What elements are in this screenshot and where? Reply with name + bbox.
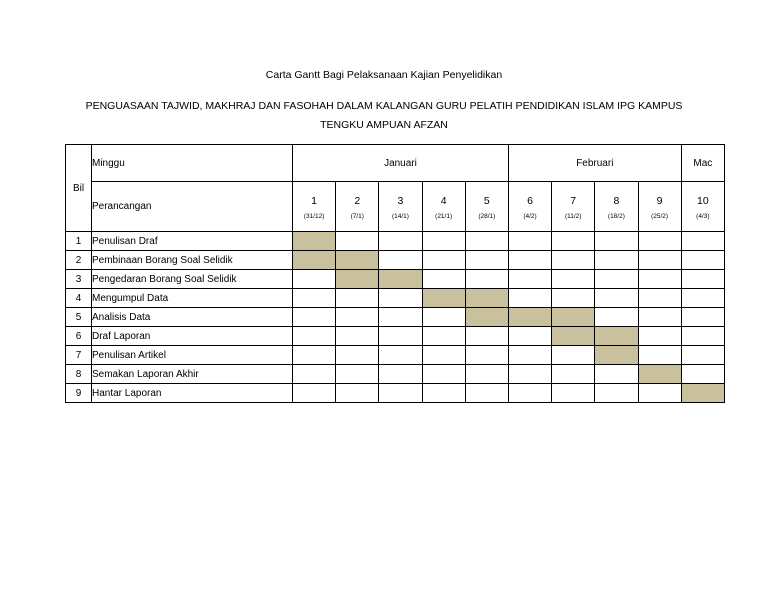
gantt-empty-cell: [379, 365, 422, 384]
week-number: 5: [483, 195, 490, 207]
gantt-empty-cell: [293, 270, 336, 289]
gantt-empty-cell: [293, 327, 336, 346]
gantt-bar-cell: [465, 289, 508, 308]
gantt-empty-cell: [293, 308, 336, 327]
gantt-empty-cell: [552, 270, 595, 289]
gantt-empty-cell: [379, 346, 422, 365]
week-date: (4/3): [696, 213, 710, 220]
table-row: [66, 270, 725, 289]
gantt-bar-cell: [552, 327, 595, 346]
gantt-empty-cell: [681, 308, 724, 327]
gantt-empty-cell: [681, 232, 724, 251]
gantt-empty-cell: [336, 308, 379, 327]
task-number: 9: [66, 384, 92, 403]
gantt-empty-cell: [508, 327, 551, 346]
task-name: Penulisan Draf: [92, 232, 293, 251]
task-name: Hantar Laporan: [92, 384, 293, 403]
gantt-empty-cell: [422, 365, 465, 384]
gantt-empty-cell: [336, 327, 379, 346]
week-number: 9: [656, 195, 663, 207]
week-date: (21/1): [435, 213, 453, 220]
gantt-empty-cell: [293, 289, 336, 308]
month-header-row: [66, 145, 725, 182]
gantt-empty-cell: [379, 384, 422, 403]
gantt-empty-cell: [681, 365, 724, 384]
gantt-empty-cell: [422, 232, 465, 251]
week-header-3: [379, 182, 422, 232]
gantt-empty-cell: [465, 251, 508, 270]
task-name: Analisis Data: [92, 308, 293, 327]
week-header-5: [465, 182, 508, 232]
gantt-empty-cell: [293, 346, 336, 365]
week-number: 4: [440, 195, 447, 207]
gantt-empty-cell: [465, 365, 508, 384]
gantt-empty-cell: [465, 327, 508, 346]
week-number: 8: [613, 195, 620, 207]
gantt-empty-cell: [508, 365, 551, 384]
gantt-empty-cell: [681, 251, 724, 270]
gantt-empty-cell: [681, 327, 724, 346]
task-number: 4: [66, 289, 92, 308]
gantt-empty-cell: [638, 384, 681, 403]
table-row: [66, 289, 725, 308]
gantt-empty-cell: [638, 270, 681, 289]
month-header-januari: Januari: [293, 145, 509, 182]
week-header-6: [508, 182, 551, 232]
week-number: 10: [697, 195, 709, 207]
week-header-9: [638, 182, 681, 232]
task-number: 3: [66, 270, 92, 289]
week-header-row: [66, 182, 725, 232]
gantt-empty-cell: [552, 289, 595, 308]
document-title: Carta Gantt Bagi Pelaksanaan Kajian Penyelidikan: [265, 69, 503, 81]
week-date: (14/1): [391, 213, 409, 220]
subtitle-line-1: PENGUASAAN TAJWID, MAKHRAJ DAN FASOHAH DALAM KALANGAN GURU PELATIH PENDIDIKAN ISLAM IPG KAMPUS: [85, 100, 683, 112]
month-header-februari: Februari: [508, 145, 681, 182]
table-row: [66, 346, 725, 365]
table-row: [66, 232, 725, 251]
gantt-empty-cell: [422, 308, 465, 327]
week-date: (18/2): [607, 213, 625, 220]
gantt-empty-cell: [336, 232, 379, 251]
gantt-empty-cell: [595, 308, 638, 327]
gantt-empty-cell: [638, 289, 681, 308]
gantt-bar-cell: [336, 251, 379, 270]
gantt-empty-cell: [336, 346, 379, 365]
gantt-empty-cell: [508, 251, 551, 270]
gantt-bar-cell: [465, 308, 508, 327]
gantt-empty-cell: [336, 289, 379, 308]
gantt-empty-cell: [465, 384, 508, 403]
gantt-empty-cell: [681, 270, 724, 289]
week-date: (25/2): [651, 213, 669, 220]
gantt-empty-cell: [552, 346, 595, 365]
gantt-empty-cell: [638, 327, 681, 346]
gantt-empty-cell: [379, 327, 422, 346]
table-row: [66, 365, 725, 384]
gantt-empty-cell: [638, 346, 681, 365]
gantt-table: [65, 144, 725, 403]
gantt-empty-cell: [422, 384, 465, 403]
gantt-empty-cell: [638, 232, 681, 251]
week-number: 1: [311, 195, 318, 207]
gantt-empty-cell: [595, 289, 638, 308]
gantt-empty-cell: [379, 232, 422, 251]
task-name: Semakan Laporan Akhir: [92, 365, 293, 384]
gantt-empty-cell: [508, 289, 551, 308]
gantt-bar-cell: [293, 251, 336, 270]
week-number: 6: [527, 195, 533, 207]
gantt-empty-cell: [293, 384, 336, 403]
gantt-empty-cell: [595, 251, 638, 270]
task-name: Penulisan Artikel: [92, 346, 293, 365]
task-name: Draf Laporan: [92, 327, 293, 346]
week-number: 3: [397, 195, 404, 207]
task-number: 6: [66, 327, 92, 346]
week-date: (31/12): [303, 213, 325, 220]
week-header-7: [552, 182, 595, 232]
task-number: 5: [66, 308, 92, 327]
gantt-empty-cell: [336, 384, 379, 403]
gantt-empty-cell: [595, 270, 638, 289]
gantt-empty-cell: [552, 365, 595, 384]
gantt-empty-cell: [465, 270, 508, 289]
task-number: 2: [66, 251, 92, 270]
gantt-empty-cell: [422, 327, 465, 346]
subtitle-line-2: TENGKU AMPUAN AFZAN: [320, 119, 448, 131]
gantt-bar-cell: [595, 346, 638, 365]
gantt-empty-cell: [552, 384, 595, 403]
gantt-empty-cell: [681, 346, 724, 365]
gantt-empty-cell: [379, 289, 422, 308]
task-name: Mengumpul Data: [92, 289, 293, 308]
gantt-empty-cell: [465, 346, 508, 365]
week-header-2: [336, 182, 379, 232]
week-date: (7/1): [350, 213, 364, 220]
table-row: [66, 327, 725, 346]
gantt-empty-cell: [595, 365, 638, 384]
gantt-empty-cell: [336, 365, 379, 384]
gantt-empty-cell: [552, 232, 595, 251]
gantt-empty-cell: [293, 365, 336, 384]
gantt-empty-cell: [508, 384, 551, 403]
table-row: [66, 384, 725, 403]
gantt-empty-cell: [508, 346, 551, 365]
gantt-empty-cell: [595, 232, 638, 251]
week-header-10: [681, 182, 724, 232]
gantt-empty-cell: [638, 308, 681, 327]
gantt-empty-cell: [379, 308, 422, 327]
bil-header: Bil: [66, 145, 92, 232]
gantt-bar-cell: [681, 384, 724, 403]
gantt-bar-cell: [508, 308, 551, 327]
week-number: 7: [570, 195, 577, 207]
minggu-header: Minggu: [92, 145, 293, 182]
week-date: (4/2): [523, 213, 537, 220]
table-row: [66, 251, 725, 270]
month-header-mac: Mac: [681, 145, 724, 182]
week-date: (11/2): [564, 213, 582, 220]
gantt-empty-cell: [638, 251, 681, 270]
gantt-empty-cell: [422, 346, 465, 365]
task-name: Pembinaan Borang Soal Selidik: [92, 251, 293, 270]
gantt-bar-cell: [379, 270, 422, 289]
week-date: (28/1): [478, 213, 496, 220]
task-name: Pengedaran Borang Soal Selidik: [92, 270, 293, 289]
week-number: 2: [354, 195, 361, 207]
gantt-bar-cell: [336, 270, 379, 289]
perancangan-header: Perancangan: [92, 182, 293, 232]
gantt-empty-cell: [465, 232, 508, 251]
gantt-empty-cell: [379, 251, 422, 270]
gantt-empty-cell: [552, 251, 595, 270]
gantt-empty-cell: [508, 270, 551, 289]
gantt-bar-cell: [595, 327, 638, 346]
gantt-bar-cell: [638, 365, 681, 384]
gantt-bar-cell: [552, 308, 595, 327]
gantt-empty-cell: [422, 251, 465, 270]
gantt-empty-cell: [595, 384, 638, 403]
gantt-empty-cell: [422, 270, 465, 289]
week-header-8: [595, 182, 638, 232]
document-subtitle: [40, 97, 728, 135]
gantt-bar-cell: [293, 232, 336, 251]
task-number: 7: [66, 346, 92, 365]
task-number: 8: [66, 365, 92, 384]
week-header-4: [422, 182, 465, 232]
table-row: [66, 308, 725, 327]
task-number: 1: [66, 232, 92, 251]
gantt-bar-cell: [422, 289, 465, 308]
gantt-empty-cell: [508, 232, 551, 251]
gantt-empty-cell: [681, 289, 724, 308]
week-header-1: [293, 182, 336, 232]
